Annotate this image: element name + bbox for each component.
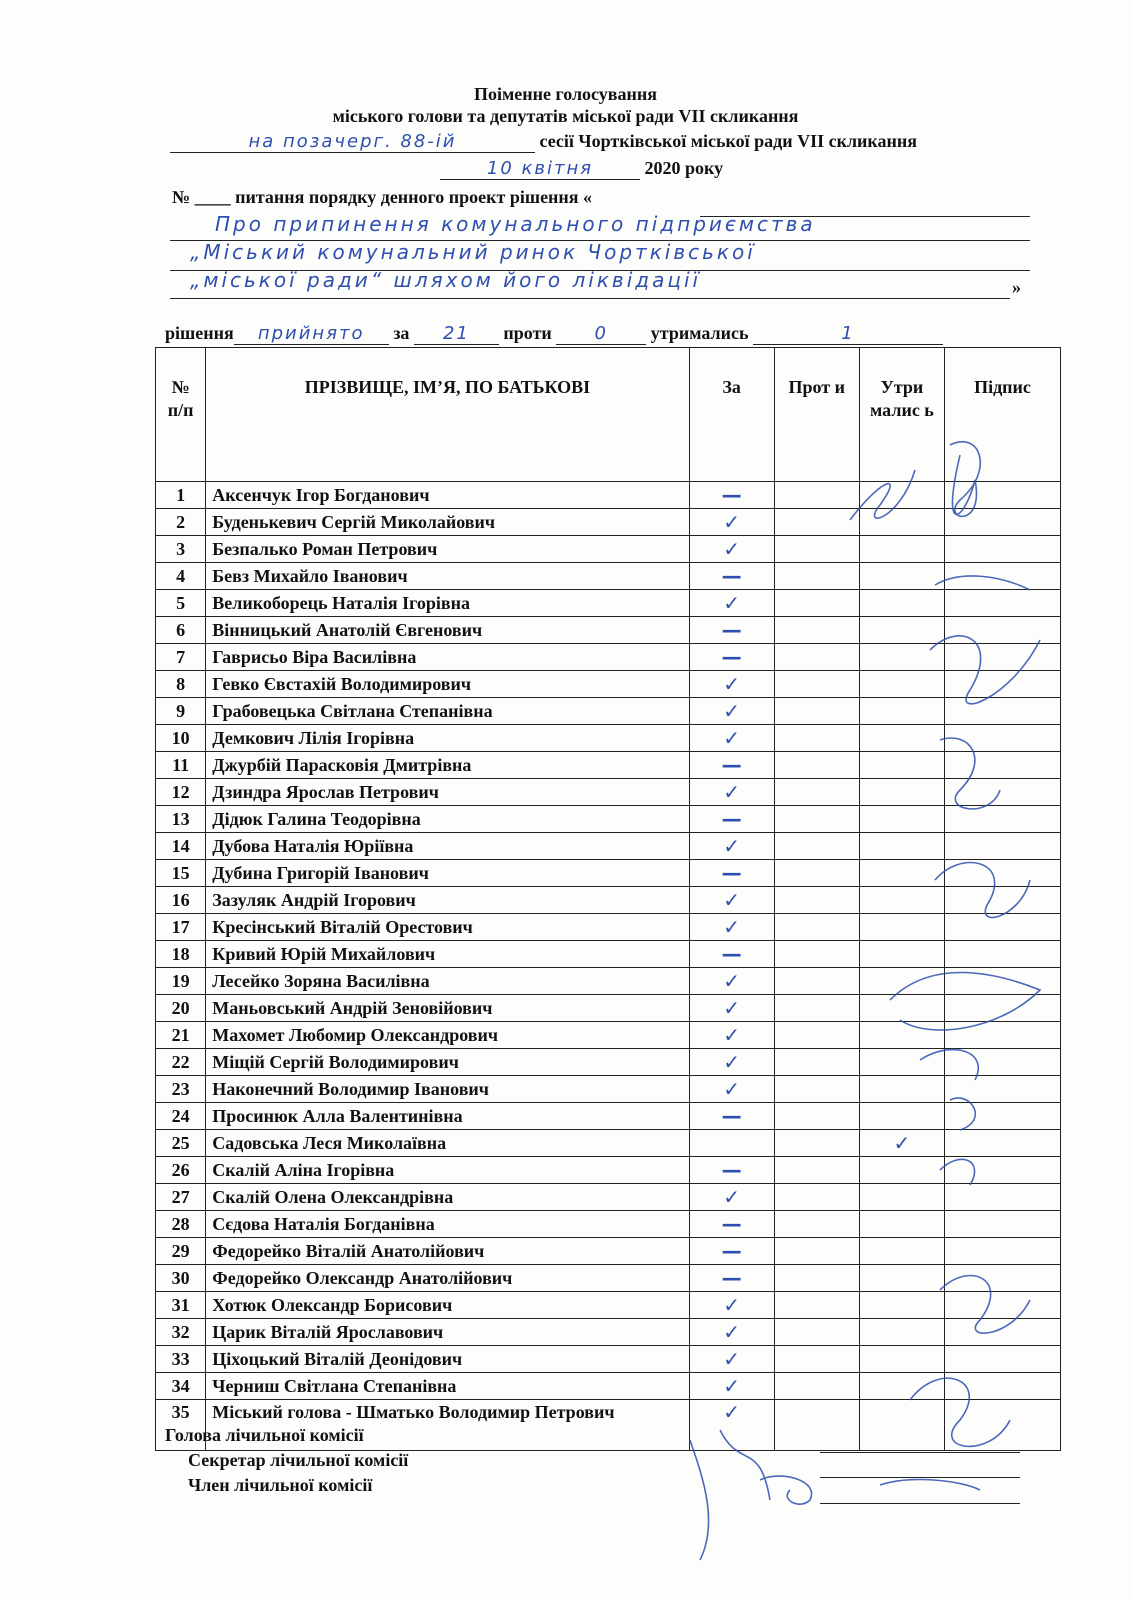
topic-line-1: Про припинення комунального підприємства bbox=[215, 212, 816, 236]
deputy-name: Кривий Юрій Михайлович bbox=[206, 941, 689, 968]
deputy-name: Гевко Євстахій Володимирович bbox=[206, 671, 689, 698]
deputy-name: Царик Віталій Ярославович bbox=[206, 1319, 689, 1346]
deputy-name: Зазуляк Андрій Ігорович bbox=[206, 887, 689, 914]
vote-for-mark: — bbox=[689, 1238, 774, 1265]
vote-for-mark: ✓ bbox=[689, 1292, 774, 1319]
topic-line-2: „Міський комунальний ринок Чортківської bbox=[190, 240, 756, 264]
vote-for-mark: — bbox=[689, 941, 774, 968]
deputy-name: Черниш Світлана Степанівна bbox=[206, 1373, 689, 1400]
deputy-name: Федорейко Віталій Анатолійович bbox=[206, 1238, 689, 1265]
date-handwritten: 10 квітня bbox=[440, 158, 640, 180]
col-header-for: За bbox=[689, 348, 774, 482]
deputy-name: Міщій Сергій Володимирович bbox=[206, 1049, 689, 1076]
document-title: Поіменне голосування bbox=[473, 84, 658, 104]
deputy-name: Дідюк Галина Теодорівна bbox=[206, 806, 689, 833]
row-number: 9 bbox=[156, 698, 206, 725]
deputy-name: Кресінський Віталій Орестович bbox=[206, 914, 689, 941]
row-number: 34 bbox=[156, 1373, 206, 1400]
abstain-label: утримались bbox=[650, 323, 749, 343]
col-header-abstain: Утри малис ь bbox=[859, 348, 944, 482]
vote-for-mark: ✓ bbox=[689, 1022, 774, 1049]
vote-for-mark: — bbox=[689, 806, 774, 833]
vote-for-mark: ✓ bbox=[689, 1184, 774, 1211]
row-number: 30 bbox=[156, 1265, 206, 1292]
signature-scribble-1 bbox=[950, 442, 980, 517]
deputy-name: Садовська Леся Миколаївна bbox=[206, 1130, 689, 1157]
row-number: 5 bbox=[156, 590, 206, 617]
signature-scribble-10 bbox=[940, 1159, 975, 1185]
vote-for-mark: — bbox=[689, 752, 774, 779]
row-number: 15 bbox=[156, 860, 206, 887]
row-number: 29 bbox=[156, 1238, 206, 1265]
vote-for-mark: ✓ bbox=[689, 995, 774, 1022]
deputy-name: Джурбій Парасковія Дмитрівна bbox=[206, 752, 689, 779]
col-header-signature: Підпис bbox=[945, 348, 1061, 482]
signature-scribble-6 bbox=[935, 863, 1030, 918]
topic-line-3: „міської ради“ шляхом його ліквідації bbox=[190, 268, 702, 292]
deputy-name: Великоборець Наталія Ігорівна bbox=[206, 590, 689, 617]
date-suffix: 2020 року bbox=[644, 158, 724, 178]
session-suffix: сесії Чортківської міської ради VII скликання bbox=[539, 131, 917, 151]
signature-scribble-3 bbox=[935, 576, 1030, 590]
deputy-name: Хотюк Олександр Борисович bbox=[206, 1292, 689, 1319]
for-value: 21 bbox=[414, 323, 499, 345]
row-number: 27 bbox=[156, 1184, 206, 1211]
deputy-name: Просинюк Алла Валентинівна bbox=[206, 1103, 689, 1130]
vote-for-mark: ✓ bbox=[689, 779, 774, 806]
deputy-name: Скалій Олена Олександрівна bbox=[206, 1184, 689, 1211]
vote-for-mark: ✓ bbox=[689, 1319, 774, 1346]
deputy-name: Демкович Лілія Ігорівна bbox=[206, 725, 689, 752]
signature-scribble-15 bbox=[880, 1480, 980, 1490]
row-number: 11 bbox=[156, 752, 206, 779]
row-number: 7 bbox=[156, 644, 206, 671]
deputy-name: Дзиндра Ярослав Петрович bbox=[206, 779, 689, 806]
deputy-name: Бевз Михайло Іванович bbox=[206, 563, 689, 590]
vote-abstain-mark: ✓ bbox=[859, 1130, 944, 1157]
row-number: 23 bbox=[156, 1076, 206, 1103]
row-number: 33 bbox=[156, 1346, 206, 1373]
row-number: 1 bbox=[156, 482, 206, 509]
deputy-name: Гаврисьо Віра Василівна bbox=[206, 644, 689, 671]
deputy-name: Грабовецька Світлана Степанівна bbox=[206, 698, 689, 725]
row-number: 2 bbox=[156, 509, 206, 536]
deputy-name: Лесейко Зоряна Василівна bbox=[206, 968, 689, 995]
signature-scribble-11 bbox=[940, 1276, 1030, 1334]
vote-for-mark: ✓ bbox=[689, 1049, 774, 1076]
vote-for-mark: ✓ bbox=[689, 968, 774, 995]
row-number: 6 bbox=[156, 617, 206, 644]
signature-scribble-7 bbox=[890, 973, 1040, 1031]
against-value: 0 bbox=[556, 323, 646, 345]
signature-scribble-8 bbox=[920, 1050, 978, 1080]
vote-for-mark: ✓ bbox=[689, 536, 774, 563]
deputy-name: Маньовський Андрій Зеновійович bbox=[206, 995, 689, 1022]
row-number: 18 bbox=[156, 941, 206, 968]
vote-for-mark: ✓ bbox=[689, 1346, 774, 1373]
row-number: 31 bbox=[156, 1292, 206, 1319]
vote-for-mark: — bbox=[689, 482, 774, 509]
chair-label: Голова лічильної комісії bbox=[165, 1425, 364, 1445]
decision-label: рішення bbox=[165, 323, 234, 343]
vote-for-mark: — bbox=[689, 1103, 774, 1130]
signature-scribble-2 bbox=[850, 470, 915, 520]
vote-for-mark: ✓ bbox=[689, 1400, 774, 1451]
deputy-name: Вінницький Анатолій Євгенович bbox=[206, 617, 689, 644]
deputy-name: Буденькевич Сергій Миколайович bbox=[206, 509, 689, 536]
vote-for-mark: ✓ bbox=[689, 1373, 774, 1400]
row-number: 16 bbox=[156, 887, 206, 914]
deputy-name: Сєдова Наталія Богданівна bbox=[206, 1211, 689, 1238]
vote-for-mark: — bbox=[689, 1211, 774, 1238]
row-number: 19 bbox=[156, 968, 206, 995]
vote-for-mark: ✓ bbox=[689, 914, 774, 941]
vote-for-mark: ✓ bbox=[689, 887, 774, 914]
col-header-number: № п/п bbox=[156, 348, 206, 482]
deputy-name: Наконечний Володимир Іванович bbox=[206, 1076, 689, 1103]
row-number: 26 bbox=[156, 1157, 206, 1184]
row-number: 32 bbox=[156, 1319, 206, 1346]
vote-for-mark: — bbox=[689, 644, 774, 671]
deputy-name: Безпалько Роман Петрович bbox=[206, 536, 689, 563]
member-label: Член лічильної комісії bbox=[188, 1475, 373, 1495]
row-number: 24 bbox=[156, 1103, 206, 1130]
vote-for-mark: ✓ bbox=[689, 671, 774, 698]
document-subtitle: міського голови та депутатів міської ради VII скликання bbox=[332, 106, 799, 126]
vote-for-mark: — bbox=[689, 1265, 774, 1292]
against-label: проти bbox=[503, 323, 552, 343]
row-number: 4 bbox=[156, 563, 206, 590]
deputy-name: Федорейко Олександр Анатолійович bbox=[206, 1265, 689, 1292]
signature-scribble-12 bbox=[910, 1378, 1010, 1446]
row-number: 25 bbox=[156, 1130, 206, 1157]
signature-scribble-13 bbox=[690, 1430, 770, 1560]
for-label: за bbox=[393, 323, 410, 343]
row-number: 21 bbox=[156, 1022, 206, 1049]
abstain-value: 1 bbox=[753, 323, 943, 345]
session-number-handwritten: на позачерг. 88-ій bbox=[170, 131, 535, 153]
row-number: 3 bbox=[156, 536, 206, 563]
deputy-name: Скалій Аліна Ігорівна bbox=[206, 1157, 689, 1184]
vote-for-mark: — bbox=[689, 860, 774, 887]
deputy-name: Дубина Григорій Іванович bbox=[206, 860, 689, 887]
col-header-name: ПРІЗВИЩЕ, ІМ’Я, ПО БАТЬКОВІ bbox=[206, 348, 689, 482]
row-number: 12 bbox=[156, 779, 206, 806]
vote-for-mark: ✓ bbox=[689, 1076, 774, 1103]
row-number: 20 bbox=[156, 995, 206, 1022]
vote-for-mark: ✓ bbox=[689, 509, 774, 536]
row-number: 22 bbox=[156, 1049, 206, 1076]
vote-for-mark: — bbox=[689, 1157, 774, 1184]
secretary-label: Секретар лічильної комісії bbox=[188, 1450, 409, 1470]
topic-close-quote: » bbox=[1012, 277, 1021, 297]
deputy-name: Ціхоцький Віталій Деонідович bbox=[206, 1346, 689, 1373]
vote-for-mark: ✓ bbox=[689, 590, 774, 617]
col-header-against: Прот и bbox=[774, 348, 859, 482]
vote-for-mark: — bbox=[689, 617, 774, 644]
row-number: 28 bbox=[156, 1211, 206, 1238]
decision-value: прийнято bbox=[234, 323, 389, 345]
row-number: 35 bbox=[156, 1400, 206, 1451]
deputy-name: Дубова Наталія Юріївна bbox=[206, 833, 689, 860]
signature-scribble-9 bbox=[950, 1098, 975, 1130]
row-number: 8 bbox=[156, 671, 206, 698]
vote-for-mark: ✓ bbox=[689, 725, 774, 752]
deputy-name: Міський голова - Шматько Володимир Петрович bbox=[206, 1400, 689, 1451]
row-number: 14 bbox=[156, 833, 206, 860]
row-number: 10 bbox=[156, 725, 206, 752]
vote-for-mark: ✓ bbox=[689, 833, 774, 860]
deputy-name: Аксенчук Ігор Богданович bbox=[206, 482, 689, 509]
agenda-item-prefix: № ____ питання порядку денного проект рішення « bbox=[172, 187, 593, 207]
vote-for-mark: ✓ bbox=[689, 698, 774, 725]
signature-scribble-4 bbox=[930, 636, 1040, 704]
signature-scribble-5 bbox=[940, 738, 1000, 809]
deputy-name: Махомет Любомир Олександрович bbox=[206, 1022, 689, 1049]
row-number: 17 bbox=[156, 914, 206, 941]
row-number: 13 bbox=[156, 806, 206, 833]
vote-for-mark: — bbox=[689, 563, 774, 590]
